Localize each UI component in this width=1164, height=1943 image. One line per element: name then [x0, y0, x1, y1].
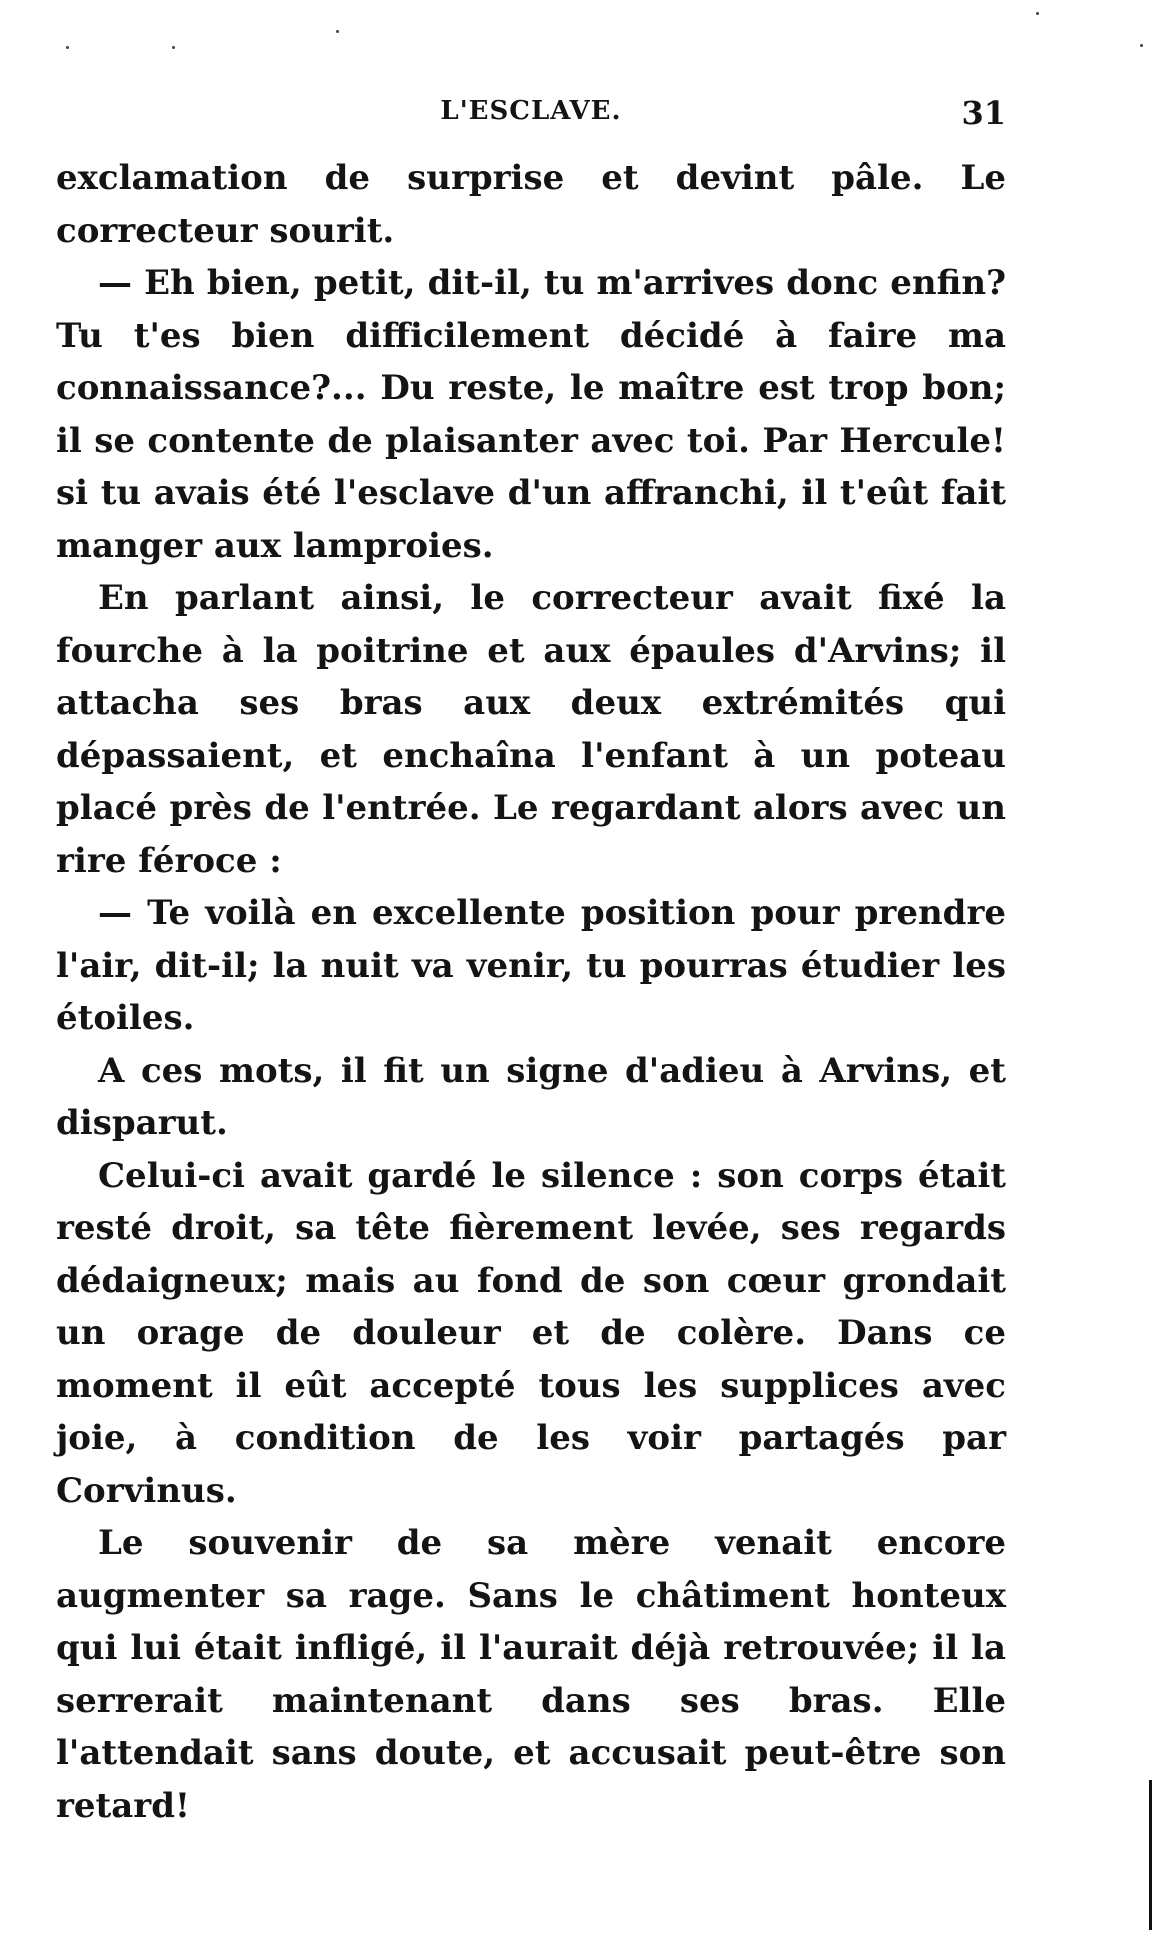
paragraph-4: — Te voilà en excellente position pour prendre l'air, dit-il; la nuit va venir, tu pourras étudier les étoiles. — [56, 893, 1006, 1038]
scan-speck — [172, 46, 175, 49]
scan-speck — [1140, 44, 1143, 47]
body-text — [56, 152, 1006, 1832]
paragraph-1: exclamation de surprise et devint pâle. Le correcteur sourit. — [56, 158, 1006, 251]
scan-speck — [336, 30, 339, 33]
running-title: L'ESCLAVE. — [440, 96, 622, 126]
page-edge-mark — [1149, 1780, 1152, 1930]
paragraph-5: A ces mots, il fit un signe d'adieu à Arvins, et disparut. — [56, 1050, 1006, 1143]
scan-speck — [1036, 12, 1039, 15]
paragraph-7: Le souvenir de sa mère venait encore augmenter sa rage. Sans le châtiment honteux qui lui était infligé, il l'aurait déjà retrouvée; il la serrerait maintenant dans ses bras. Elle l'attendait sans doute, et accusait peut-être son retard! — [56, 1523, 1006, 1826]
paragraph-6: Celui-ci avait gardé le silence : son corps était resté droit, sa tête fièrement levée, ses regards dédaigneux; mais au fond de son cœur grondait un orage de douleur et de colère. Dans ce moment il eût accepté tous les supplices avec joie, à condition de les voir partagés par Corvinus. — [56, 1155, 1006, 1511]
scan-speck — [66, 46, 69, 49]
page-number: 31 — [961, 94, 1006, 132]
paragraph-2: — Eh bien, petit, dit-il, tu m'arrives donc enfin? Tu t'es bien difficilement décidé à faire ma connaissance?... Du reste, le maître est trop bon; il se contente de plaisanter avec toi. Par Hercule! si tu avais été l'esclave d'un affranchi, il t'eût fait manger aux lamproies. — [56, 263, 1006, 566]
paragraph-3: En parlant ainsi, le correcteur avait fixé la fourche à la poitrine et aux épaules d'Arvins; il attacha ses bras aux deux extrémités qui dépassaient, et enchaîna l'enfant à un poteau placé près de l'entrée. Le regardant alors avec un rire féroce : — [56, 578, 1006, 881]
page-header — [56, 96, 1006, 146]
